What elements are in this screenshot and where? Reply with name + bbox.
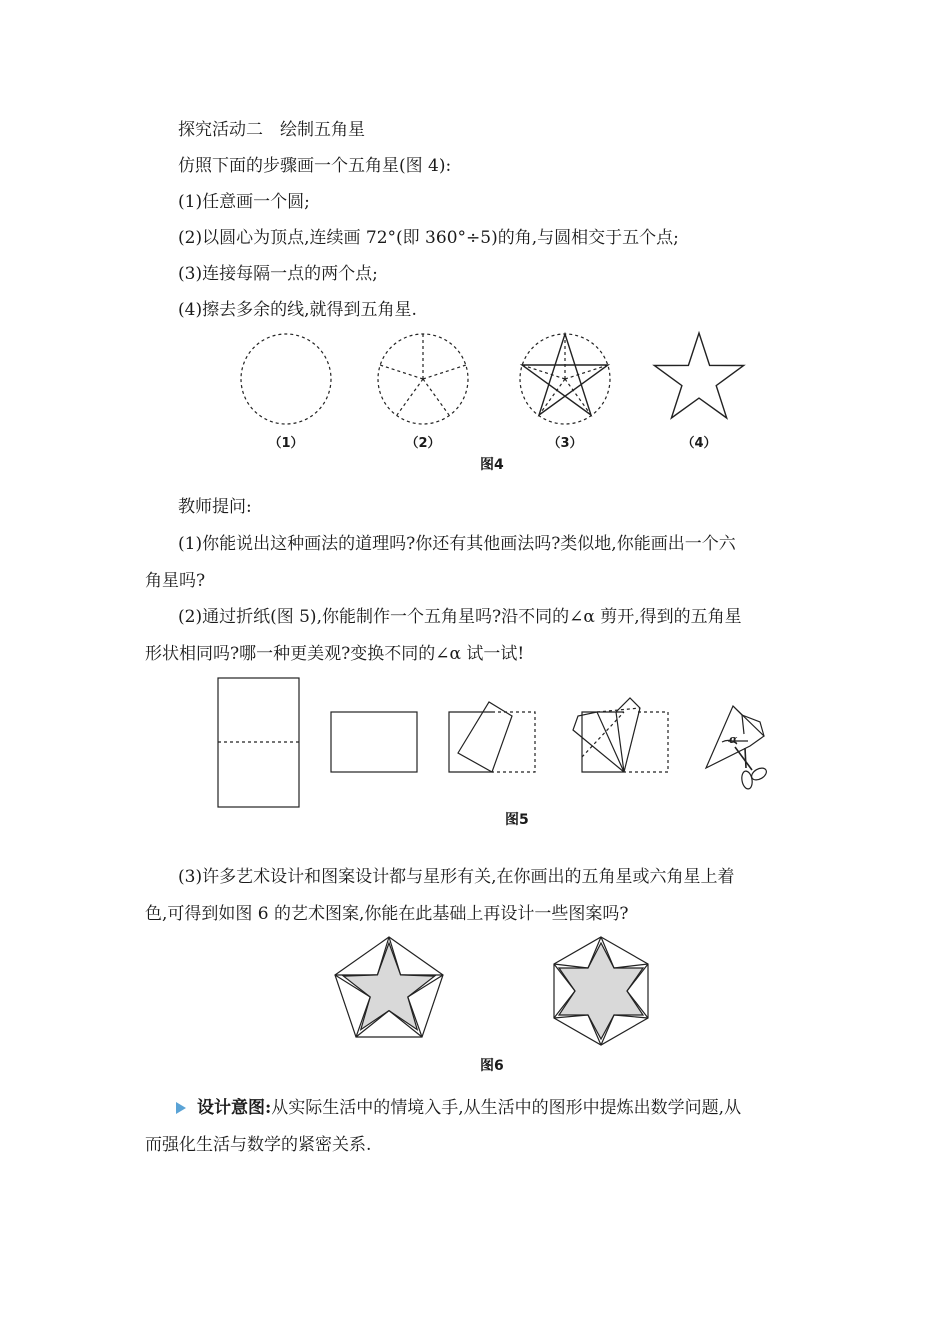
design-intent-line-2: 而强化生活与数学的紧密关系.	[145, 1135, 372, 1155]
fig6-pentagon-star	[335, 937, 443, 1037]
step-3: (3)连接每隔一点的两个点;	[178, 264, 378, 284]
design-intent-label: 设计意图:	[197, 1098, 272, 1118]
question-2-line-1: (2)通过折纸(图 5),你能制作一个五角星吗?沿不同的∠α 剪开,得到的五角星	[178, 607, 742, 627]
question-1-line-1: (1)你能说出这种画法的道理吗?你还有其他画法吗?类似地,你能画出一个六	[178, 534, 736, 554]
fig4-circle-1	[241, 334, 331, 424]
question-3-line-1: (3)许多艺术设计和图案设计都与星形有关,在你画出的五角星或六角星上着	[178, 867, 735, 887]
fig5-step-4	[573, 698, 668, 772]
fig4-label-2: （2）	[405, 436, 441, 451]
step-1: (1)任意画一个圆;	[178, 192, 310, 212]
scissors-icon	[735, 747, 768, 790]
triangle-bullet-icon	[176, 1102, 186, 1114]
figure-4-caption: 图4	[480, 457, 504, 473]
fig5-step-2	[331, 712, 417, 772]
figure-5	[0, 672, 950, 812]
figure-4	[0, 328, 950, 438]
figure-5-caption: 图5	[505, 812, 529, 828]
question-2-line-2: 形状相同吗?哪一种更美观?变换不同的∠α 试一试!	[145, 644, 525, 664]
fig4-circle-2	[378, 334, 468, 424]
teacher-question-label: 教师提问:	[178, 497, 252, 517]
design-intent-text-1: 从实际生活中的情境入手,从生活中的图形中提炼出数学问题,从	[271, 1098, 742, 1118]
fig4-label-3: （3）	[547, 436, 583, 451]
fig4-label-4: （4）	[681, 436, 717, 451]
step-4: (4)擦去多余的线,就得到五角星.	[178, 300, 417, 320]
fig4-label-1: （1）	[268, 436, 304, 451]
design-intent-line-1	[197, 1098, 741, 1118]
fig6-hexagon-star	[554, 937, 648, 1045]
question-3-line-2: 色,可得到如图 6 的艺术图案,你能在此基础上再设计一些图案吗?	[145, 904, 629, 924]
intro-text: 仿照下面的步骤画一个五角星(图 4):	[178, 156, 452, 176]
fig4-circle-3	[520, 334, 610, 424]
fig4-star	[654, 333, 743, 418]
figure-6	[0, 932, 950, 1052]
question-1-line-2: 角星吗?	[145, 571, 206, 591]
fig5-step-1	[218, 678, 299, 807]
step-2: (2)以圆心为顶点,连续画 72°(即 360°÷5)的角,与圆相交于五个点;	[178, 228, 679, 248]
fig5-step-3	[449, 702, 535, 772]
fig5-alpha-label: α	[729, 733, 738, 746]
figure-6-caption: 图6	[480, 1058, 504, 1074]
activity-title: 探究活动二 绘制五角星	[178, 120, 365, 140]
